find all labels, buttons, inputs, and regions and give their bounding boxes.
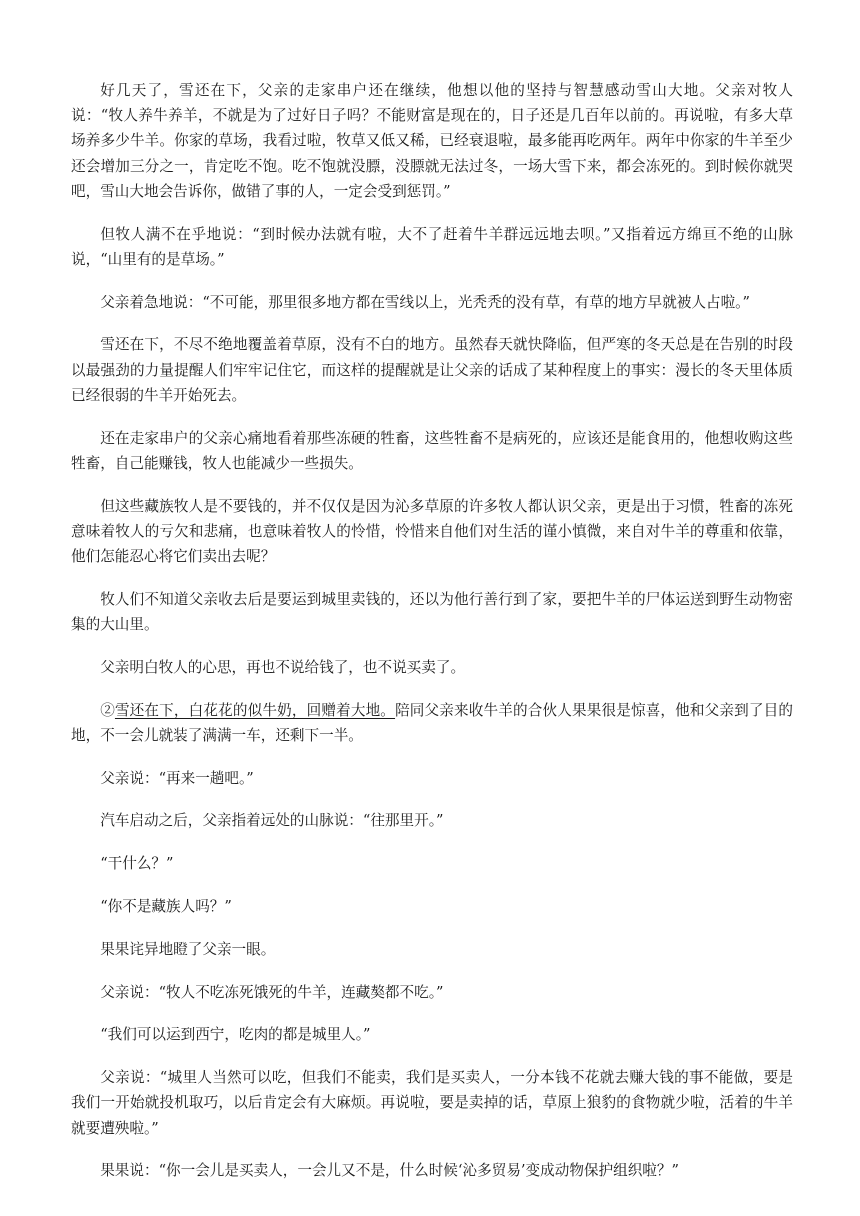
paragraph-16: “我们可以运到西宁，吃肉的都是城里人。” — [100, 1026, 371, 1044]
paragraph-7: 牧人们不知道父亲收去后是要运到城里卖钱的，还以为他行善行到了家，要把牛羊的尸体运送到野生动物密集的大山里。 — [71, 590, 793, 634]
paragraph-2: 但牧人满不在乎地说：“到时候办法就有啦，大不了赶着牛羊群远远地去呗。”又指着远方绵亘不绝的山脉说，“山里有的是草场。” — [71, 225, 793, 268]
underlined-sentence: 雪还在下，白花花的似牛奶，回赠着大地。 — [114, 701, 396, 719]
paragraph-12: “干什么？” — [100, 855, 174, 873]
sentence-rest: 陪同父亲来收牛羊的合伙人果果很是惊喜，他和父亲到了目的地，不一会儿就装了满满一车，还剩下一半。 — [71, 701, 793, 744]
paragraph-18: 果果说：“你一会儿是买卖人，一会儿又不是，什么时候‘沁多贸易’变成动物保护组织啦？” — [100, 1162, 679, 1180]
paragraph-underlined-sentence — [71, 698, 793, 748]
paragraph-3: 父亲着急地说：“不可能，那里很多地方都在雪线以上，光秃秃的没有草，有草的地方早就被人占啦。” — [100, 293, 750, 311]
paragraph-4: 雪还在下，不尽不绝地覆盖着草原，没有不白的地方。虽然春天就快降临，但严寒的冬天总是在告别的时段以最强劲的力量提醒人们牢牢记住它，而这样的提醒就是让父亲的话成了某种程度上的事实：漫长的冬天里体质已经很弱的牛羊开始死去。 — [71, 336, 793, 404]
paragraph-13: “你不是藏族人吗？” — [100, 898, 232, 915]
paragraph-1: 好几天了，雪还在下，父亲的走家串户还在继续，他想以他的坚持与智慧感动雪山大地。父亲对牧人说：“牧人养牛养羊，不就是为了过好日子吗？不能财富是现在的，日子还是几百年以前的。再说啦，有多大草场养多少牛羊。你家的草场，我看过啦，牧草又低又稀，已经衰退啦，最多能再吃两年。两年中你家的牛羊至少还会增加三分之一，肯定吃不饱。吃不饱就没膘，没膘就无法过冬，一场大雪下来，都会冻死的。到时候你就哭吧，雪山大地会告诉你，做错了事的人，一定会受到惩罚。” — [71, 82, 793, 200]
paragraph-10: 父亲说：“再来一趟吧。” — [100, 769, 254, 787]
paragraph-17: 父亲说：“城里人当然可以吃，但我们不能卖，我们是买卖人，一分本钱不花就去赚大钱的事不能做，要是我们一开始就投机取巧，以后肯定会有大麻烦。再说啦，要是卖掉的话，草原上狼豹的食物就少啦，活着的牛羊就要遭殃啦。” — [71, 1069, 793, 1137]
paragraph-14: 果果诧异地瞪了父亲一眼。 — [100, 940, 276, 958]
paragraph-8: 父亲明白牧人的心思，再也不说给钱了，也不说买卖了。 — [100, 658, 466, 676]
sentence-marker: ② — [100, 701, 115, 719]
paragraph-11: 汽车启动之后，父亲指着远处的山脉说：“往那里开。” — [100, 812, 444, 830]
paragraph-5: 还在走家串户的父亲心痛地看着那些冻硬的牲畜，这些牲畜不是病死的，应该还是能食用的，他想收购这些牲畜，自己能赚钱，牧人也能减少一些损失。 — [71, 429, 793, 472]
paragraph-15: 父亲说：“牧人不吃冻死饿死的牛羊，连藏獒都不吃。” — [100, 983, 444, 1001]
paragraph-6: 但这些藏族牧人是不要钱的，并不仅仅是因为沁多草原的许多牧人都认识父亲，更是出于习惯，牲畜的冻死意味着牧人的亏欠和悲痛，也意味着牧人的怜惜，怜惜来自他们对生活的谨小慎微，来自对牛羊的尊重和依靠，他们怎能忍心将它们卖出去呢？ — [71, 497, 793, 566]
document-page — [71, 78, 793, 1201]
